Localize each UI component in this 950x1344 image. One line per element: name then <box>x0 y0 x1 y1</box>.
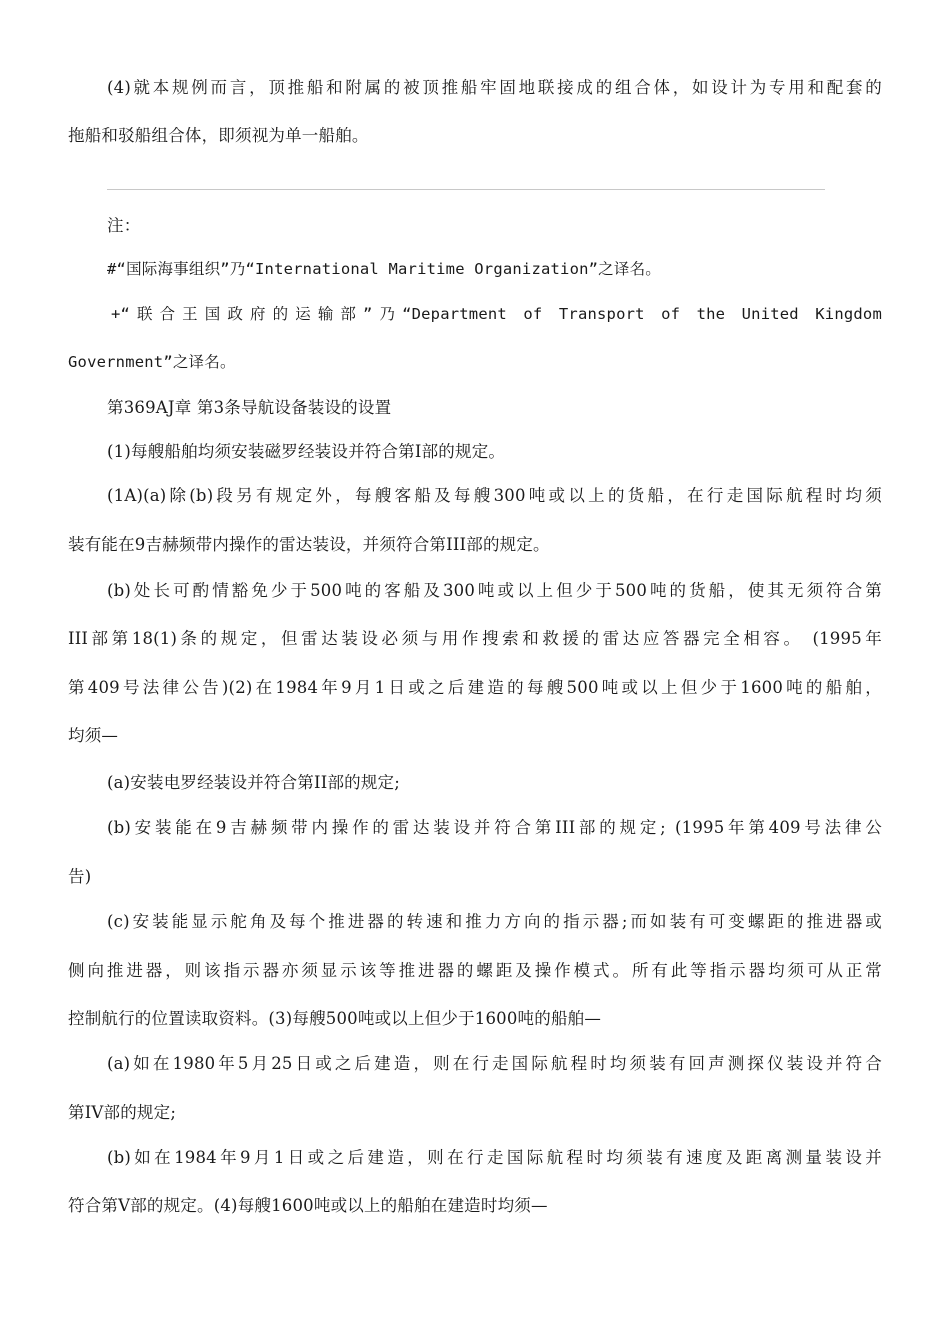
paragraph-line: 均须— <box>68 726 119 745</box>
paragraph-line <box>107 1150 882 1167</box>
paragraph-text: 第409号法律公告)(2)在1984年9月1日或之后建造的每艘500吨或以上但少于1600吨的船舶， <box>68 678 882 697</box>
paragraph-text: (c)安装能显示舵角及每个推进器的转速和推力方向的指示器;而如装有可变螺距的推进器或 <box>107 912 882 931</box>
paragraph-text: 侧向推进器，则该指示器亦须显示该等推进器的螺距及操作模式。所有此等指示器均须可从正常 <box>68 961 882 980</box>
paragraph-line <box>68 631 882 648</box>
paragraph-line: 符合第V部的规定。(4)每艘1600吨或以上的船舶在建造时均须— <box>68 1196 548 1215</box>
separator-rule <box>107 189 825 190</box>
paragraph-line <box>107 80 882 97</box>
paragraph-line: 装有能在9吉赫频带内操作的雷达装设，并须符合第III部的规定。 <box>68 535 550 554</box>
note-text: +“联合王国政府的运输部”乃“Department of Transport of the United Kingdom <box>111 305 882 323</box>
paragraph-line <box>107 820 882 837</box>
paragraph-line <box>107 1056 882 1073</box>
section-heading: 第369AJ章 第3条导航设备装设的设置 <box>107 398 392 417</box>
note-item: #“国际海事组织”乃“International Maritime Organization”之译名。 <box>107 260 661 278</box>
note-item: Government”之译名。 <box>68 353 236 371</box>
paragraph-text: (b)安装能在9吉赫频带内操作的雷达装设并符合第III部的规定; (1995年第409号法律公 <box>107 818 882 837</box>
note-heading: 注： <box>107 216 141 235</box>
paragraph-text: III部第18(1)条的规定，但雷达装设必须与用作搜索和救援的雷达应答器完全相容。 (1995年 <box>68 629 882 648</box>
paragraph-line <box>68 963 882 980</box>
paragraph-line: 第IV部的规定; <box>68 1103 177 1122</box>
note-item <box>111 307 882 323</box>
paragraph-line: (1)每艘船舶均须安装磁罗经装设并符合第I部的规定。 <box>107 442 506 461</box>
paragraph-line: 告) <box>68 867 92 886</box>
paragraph-line <box>107 488 882 505</box>
paragraph-text: (1A)(a)除(b)段另有规定外，每艘客船及每艘300吨或以上的货船，在行走国际航程时均须 <box>107 486 882 505</box>
paragraph-text: (a)如在1980年5月25日或之后建造，则在行走国际航程时均须装有回声测探仪装设并符合 <box>107 1054 882 1073</box>
paragraph-line <box>107 914 882 931</box>
paragraph-line: 控制航行的位置读取资料。(3)每艘500吨或以上但少于1600吨的船舶— <box>68 1009 602 1028</box>
paragraph-line: (a)安装电罗经装设并符合第II部的规定; <box>107 773 401 792</box>
paragraph-line: 拖船和驳船组合体，即须视为单一船舶。 <box>68 126 369 145</box>
paragraph-text: (b)如在1984年9月1日或之后建造，则在行走国际航程时均须装有速度及距离测量装设并 <box>107 1148 882 1167</box>
paragraph-text: (b)处长可酌情豁免少于500吨的客船及300吨或以上但少于500吨的货船，使其无须符合第 <box>107 581 882 600</box>
paragraph-line <box>107 583 882 600</box>
paragraph-text: (4)就本规例而言，顶推船和附属的被顶推船牢固地联接成的组合体，如设计为专用和配套的 <box>107 78 882 97</box>
paragraph-line <box>68 680 882 697</box>
